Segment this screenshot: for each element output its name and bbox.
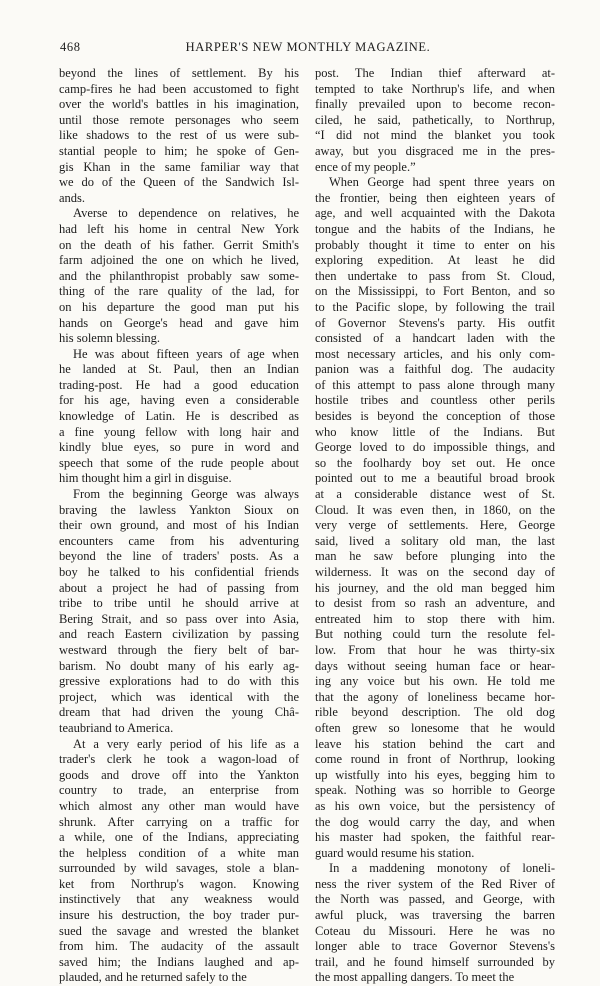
text-line: entreated him to stop there with him. — [315, 611, 555, 626]
text-line: goods and drove off into the Yankton — [59, 767, 299, 782]
text-line: trail, and he found himself surrounded by — [315, 954, 555, 969]
text-line: Bering Strait, and so pass over into Asia, — [59, 611, 299, 626]
text-line: plauded, and he returned safely to the — [59, 970, 247, 985]
text-line: kindly blue eyes, so pure in word and — [59, 440, 299, 455]
text-line: stantial people to him; he spoke of Gen- — [59, 143, 299, 158]
text-line: away, but you disgraced me in the pres- — [315, 143, 555, 158]
text-line: At a very early period of his life as a — [73, 736, 299, 751]
text-line: From the beginning George was always — [73, 487, 299, 502]
text-line: rible beyond description. The old dog — [315, 705, 555, 720]
text-line: over the world's battles in his imagination, — [59, 97, 299, 112]
text-line: hostile tribes and countless other perils — [315, 393, 555, 408]
text-line: post. The Indian thief afterward at- — [315, 66, 555, 80]
text-line: that the agony of loneliness became hor- — [315, 689, 555, 704]
text-line: days without seeing human face or hear- — [315, 658, 555, 673]
text-line: encounters came from his adventuring — [59, 533, 299, 548]
text-line: ing any voice but his own. He told me — [315, 674, 555, 689]
text-line: up wistfully into his eyes, begging him to — [315, 767, 555, 782]
text-line: awful pluck, was traversing the barren — [315, 908, 555, 923]
text-line: In a maddening monotony of loneli- — [329, 861, 555, 876]
text-line: sued the savage and wrested the blanket — [59, 923, 299, 938]
text-line: instinctively that any weakness would — [59, 892, 299, 907]
text-line: camp-fires he had been accustomed to fight — [59, 81, 299, 96]
text-line: gressive explorations had to do with this — [59, 674, 299, 689]
text-line: He was about fifteen years of age when — [73, 346, 299, 361]
text-line: leave his station behind the cart and — [315, 736, 555, 751]
text-line: tribe to tribe until he should arrive at — [59, 596, 299, 611]
text-line: his master had spoken, the faithful rear- — [315, 830, 555, 845]
text-line: and the philanthropist probably saw some- — [59, 268, 299, 283]
text-line: braving the lawless Yankton Sioux on — [59, 502, 299, 517]
text-line: then undertake to pass from St. Cloud, — [315, 268, 555, 283]
text-line: When George had spent three years on — [329, 175, 555, 190]
text-line: besides is beyond the conception of those — [315, 409, 555, 424]
text-line: “I did not mind the blanket you took — [315, 128, 555, 143]
text-line: Cloud. It was even then, in 1860, on the — [315, 502, 555, 517]
text-line: of Governor Stevens's party. His outfit — [315, 315, 555, 330]
text-line: so the foolhardy boy set out. He once — [315, 455, 555, 470]
text-line: the most appalling dangers. To meet the — [315, 970, 515, 985]
text-line: Averse to dependence on relatives, he — [73, 206, 299, 221]
text-line: probably thought it time to enter on his — [315, 237, 555, 252]
text-line: Coteau du Missouri. Here he was no — [315, 923, 555, 938]
text-line: wilderness. It was on the second day of — [315, 565, 555, 579]
text-line: consisted of a handcart laden with the — [315, 331, 555, 346]
text-line: his journey, and the old man begged him — [315, 580, 555, 595]
text-line: often grew so lonesome that he would — [315, 720, 555, 735]
text-line: dream that had driven the young Châ- — [59, 705, 299, 720]
text-line: ness the river system of the Red River of — [315, 876, 555, 891]
text-line: shrunk. After carrying on a traffic for — [59, 814, 299, 829]
text-line: saved him; the Indians laughed and ap- — [59, 954, 299, 969]
text-line: of this attempt to pass alone through many — [315, 377, 555, 392]
text-line: ket from Northrup's wagon. Knowing — [59, 876, 299, 891]
text-line: barism. No doubt many of his early ag- — [59, 658, 299, 673]
text-line: insure his destruction, the boy trader pur- — [59, 908, 299, 923]
text-line: to the Pacific slope, by following the trail — [315, 299, 555, 314]
text-line: from him. The audacity of the assault — [59, 939, 299, 954]
page-number: 468 — [60, 40, 81, 54]
text-line: to desist from so rash an adventure, and — [315, 596, 555, 611]
text-line: project, which was identical with the — [59, 689, 299, 704]
text-line: on the Mississippi, to Fort Benton, and so — [315, 284, 555, 299]
text-line: beyond the line of traders' posts. As a — [59, 549, 299, 564]
text-line: George loved to do impossible things, and — [315, 440, 555, 455]
text-line: But nothing could turn the resolute fel- — [315, 627, 555, 642]
text-line: age, and well acquainted with the Dakota — [315, 206, 555, 221]
text-line: who know little of the Indians. But — [315, 424, 555, 439]
text-line: and reach Eastern civilization by passing — [59, 627, 299, 642]
text-line: low. From that hour he was thirty-six — [315, 642, 555, 657]
text-line: as his own voice, but the persistency of — [315, 798, 555, 813]
text-line: like shadows to the rest of us were sub- — [59, 128, 299, 143]
text-line: westward through the fiery belt of bar- — [59, 642, 299, 657]
text-line: boy he talked to his confidential friends — [59, 565, 299, 579]
text-line: tongue and the habits of the Indians, he — [315, 221, 555, 236]
text-line: ciled, he said, pathetically, to Northrup, — [315, 112, 555, 127]
text-line: teaubriand to America. — [59, 720, 174, 735]
text-line: hands on George's head and gave him — [59, 315, 299, 330]
text-line: pointed out to me a beautiful broad brook — [315, 471, 555, 486]
left-column — [59, 66, 299, 986]
text-line: trading-post. He had a good education — [59, 377, 299, 392]
text-line: which almost any other man would have — [59, 798, 299, 813]
text-line: ands. — [59, 190, 86, 205]
text-line: a while, one of the Indians, appreciating — [59, 830, 299, 845]
text-line: beyond the lines of settlement. By his — [59, 66, 299, 80]
text-line: exploring expedition. At least he did — [315, 253, 555, 268]
text-line: guard would resume his station. — [315, 845, 475, 860]
running-title: HARPER'S NEW MONTHLY MAGAZINE. — [185, 40, 431, 54]
text-line: most necessary articles, and his only com- — [315, 346, 555, 361]
text-line: surrounded by wild savages, stole a blan- — [59, 861, 299, 876]
text-line: had left his home in central New York — [59, 221, 299, 236]
text-line: his solemn blessing. — [59, 331, 161, 346]
text-line: man he saw before plunging into the — [315, 549, 555, 564]
text-line: tempted to take Northrup's life, and when — [315, 81, 555, 96]
text-line: knowledge of Latin. He is described as — [59, 409, 299, 424]
text-line: he landed at St. Paul, then an Indian — [59, 362, 299, 377]
text-line: gis Khan in the same familiar way that — [59, 159, 299, 174]
text-line: the frontier, being then eighteen years of — [315, 190, 555, 205]
text-line: at a considerable distance west of St. — [315, 487, 555, 502]
text-line: said, lived a solitary old man, the last — [315, 533, 555, 548]
text-line: a fine young fellow with long hair and — [59, 424, 299, 439]
text-line: very verge of settlements. Here, George — [315, 518, 555, 533]
text-line: country to trade, an enterprise from — [59, 783, 299, 798]
right-column — [315, 66, 555, 986]
text-line: finally prevailed upon to become recon- — [315, 97, 555, 112]
text-line: on his departure the good man put his — [59, 299, 299, 314]
text-line: the helpless condition of a white man — [59, 845, 299, 860]
text-line: speech that some of the rude people about — [59, 455, 299, 470]
text-line: thing of the rare quality of the lad, for — [59, 284, 299, 299]
text-line: the North was passed, and George, with — [315, 892, 555, 907]
text-line: him thought him a girl in disguise. — [59, 471, 232, 486]
text-line: longer able to trace Governor Stevens's — [315, 939, 555, 954]
text-line: on the death of his father. Gerrit Smith's — [59, 237, 299, 252]
text-line: we do of the Queen of the Sandwich Isl- — [59, 175, 299, 190]
text-line: panion was a faithful dog. The audacity — [315, 362, 555, 377]
text-line: until those remote personages who seem — [59, 112, 299, 127]
text-line: speak. Nothing was so horrible to George — [315, 783, 555, 798]
text-line: the dog would carry the day, and when — [315, 814, 555, 829]
text-line: come round in front of Northrup, looking — [315, 752, 555, 767]
text-line: for his age, having even a considerable — [59, 393, 299, 408]
text-line: ence of my people.” — [315, 159, 416, 174]
text-line: farm adjoined the one on which he lived, — [59, 253, 299, 268]
page-header — [60, 40, 556, 54]
text-line: about a project he had of passing from — [59, 580, 299, 595]
text-line: trader's clerk he took a wagon-load of — [59, 752, 299, 767]
text-line: their own ground, and most of his Indian — [59, 518, 299, 533]
